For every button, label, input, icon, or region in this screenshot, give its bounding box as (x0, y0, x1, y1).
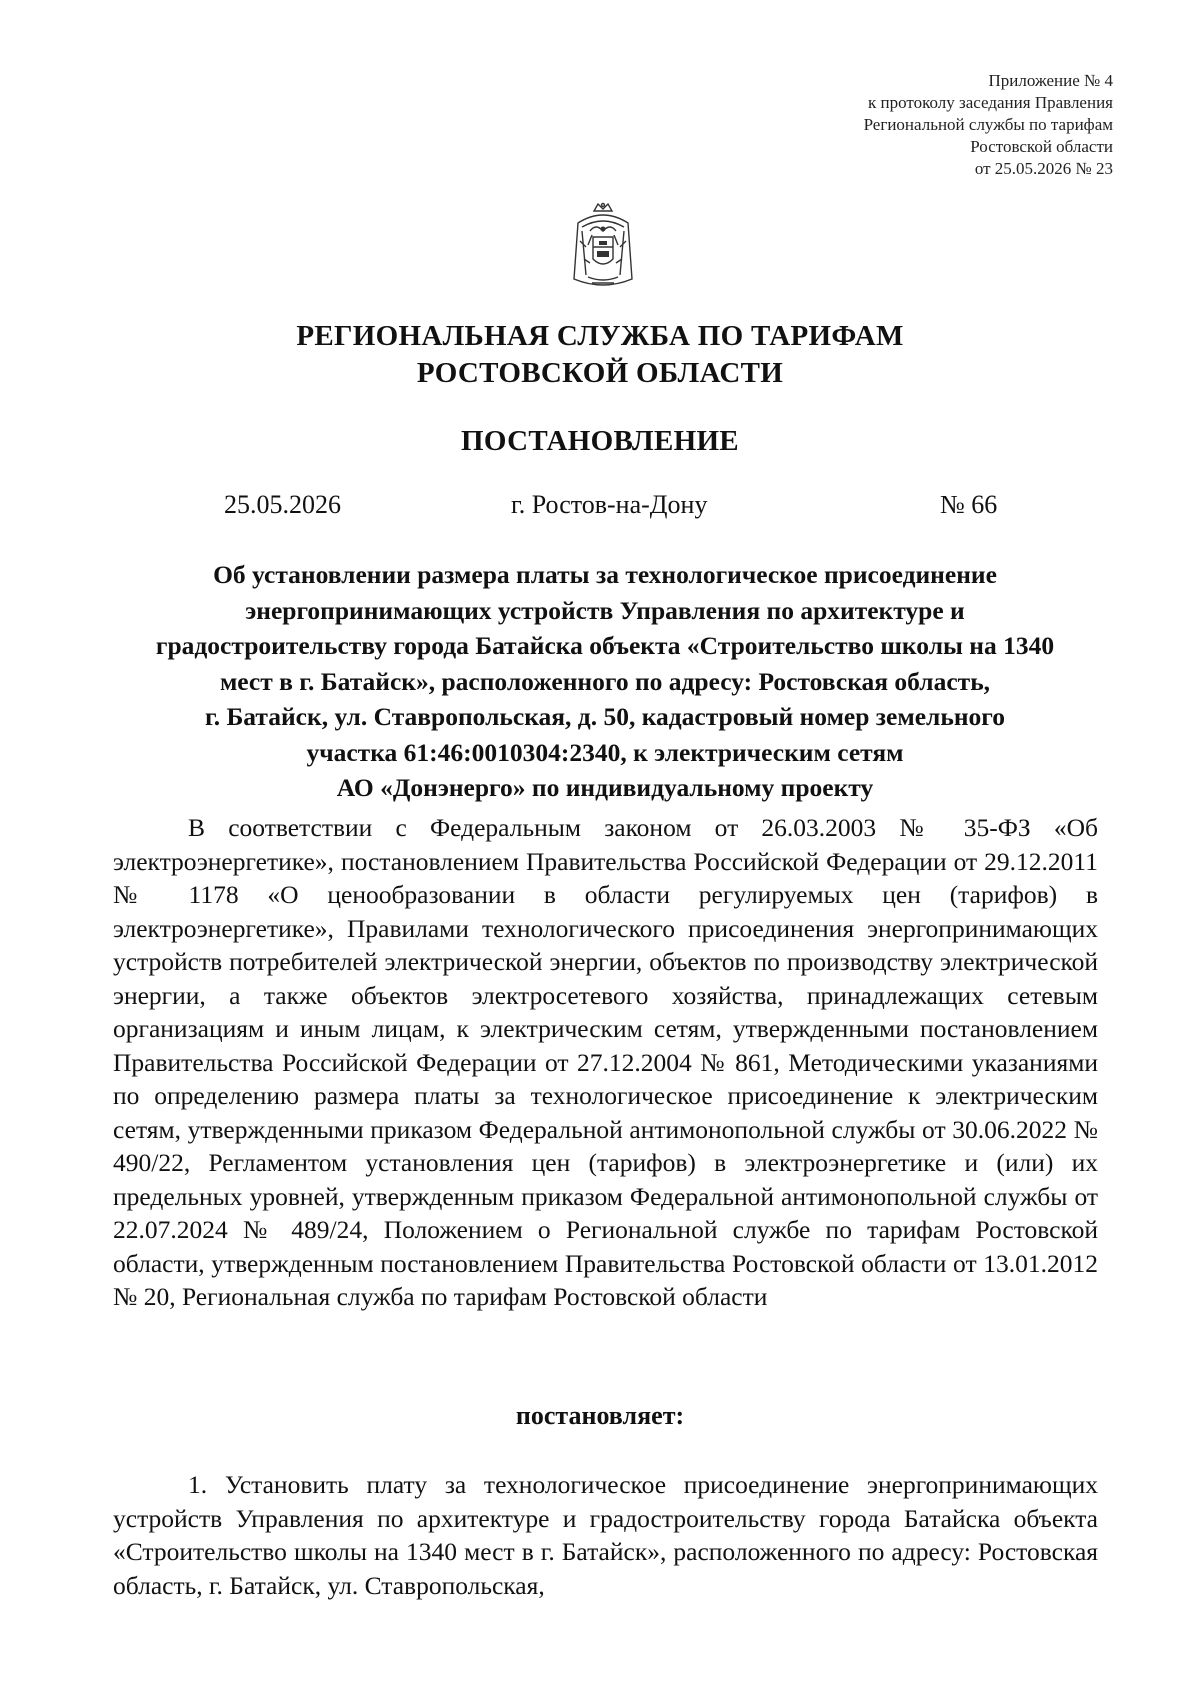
subject-line: Об установлении размера платы за технологическое присоединение (213, 560, 997, 589)
resolution-item-1: 1. Установить плату за технологическое присоединение энергопринимающих устройств Управления по архитектуре и градостроительству города Батайска объекта «Строительство школы на 1340 мест в г. Батайск», расположенного по адресу: Ростовская область, г. Батайск, ул. Ставропольская, (113, 1470, 1098, 1600)
subject-line: энергопринимающих устройств Управления по архитектуре и (245, 595, 965, 625)
appendix-line: Приложение № 4 (988, 71, 1113, 90)
subject-line: г. Батайск, ул. Ставропольская, д. 50, кадастровый номер земельного (205, 702, 1005, 731)
document-city: г. Ростов-на-Дону (511, 490, 708, 519)
organization-line: РЕГИОНАЛЬНАЯ СЛУЖБА ПО ТАРИФАМ (296, 320, 904, 352)
organization-name (0, 318, 1200, 392)
subject-line: участка 61:46:0010304:2340, к электрическим сетям (306, 737, 904, 767)
document-number: № 66 (940, 490, 998, 519)
subject-line: АО «Донэнерго» по индивидуальному проекту (336, 773, 874, 802)
appendix-line: к протоколу заседания Правления (868, 93, 1113, 112)
organization-line: РОСТОВСКОЙ ОБЛАСТИ (416, 357, 784, 389)
appendix-line: Ростовской области (970, 137, 1113, 156)
appendix-note (864, 70, 1113, 180)
appendix-line: Региональной службы по тарифам (863, 115, 1113, 134)
subject-line: градостроительству города Батайска объекта «Строительство школы на 1340 (155, 631, 1055, 660)
document-date: 25.05.2026 (224, 490, 341, 519)
preamble-paragraph: В соответствии с Федеральным законом от 26.03.2003 № 35-ФЗ «Об электроэнергетике», постановлением Правительства Российской Федерации от 29.12.2011 № 1178 «О ценообразовании в области регулируемых цен (тарифов) в электроэнергетике», Правилами технологического присоединения энергопринимающих устройств потребителей электрической энергии, объектов по производству электрической энергии, а также объектов электросетевого хозяйства, принадлежащих сетевым организациям и иным лицам, к электрическим сетям, утвержденными постановлением Правительства Российской Федерации от 27.12.2004 № 861, Методическими указаниями по определению размера платы за технологическое присоединение к электрическим сетям, утвержденными приказом Федеральной антимонопольной службы от 30.06.2022 № 490/22, Регламентом установления цен (тарифов) в электроэнергетике и (или) их предельных уровней, утвержденным приказом Федеральной антимонопольной службы от 22.07.2024 № 489/24, Положением о Региональной службе по тарифам Ростовской области, утвержденным постановлением Правительства Ростовской области от 13.01.2012 № 20, Региональная служба по тарифам Ростовской области (113, 813, 1098, 1311)
subject-line: мест в г. Батайск», расположенного по адресу: Ростовская область, (219, 666, 991, 696)
appendix-line: от 25.05.2026 № 23 (974, 159, 1113, 178)
document-type: ПОСТАНОВЛЕНИЕ (461, 425, 739, 457)
decree-word: постановляет: (515, 1401, 685, 1430)
coat-of-arms-icon (568, 201, 638, 297)
document-subject (110, 557, 1100, 806)
